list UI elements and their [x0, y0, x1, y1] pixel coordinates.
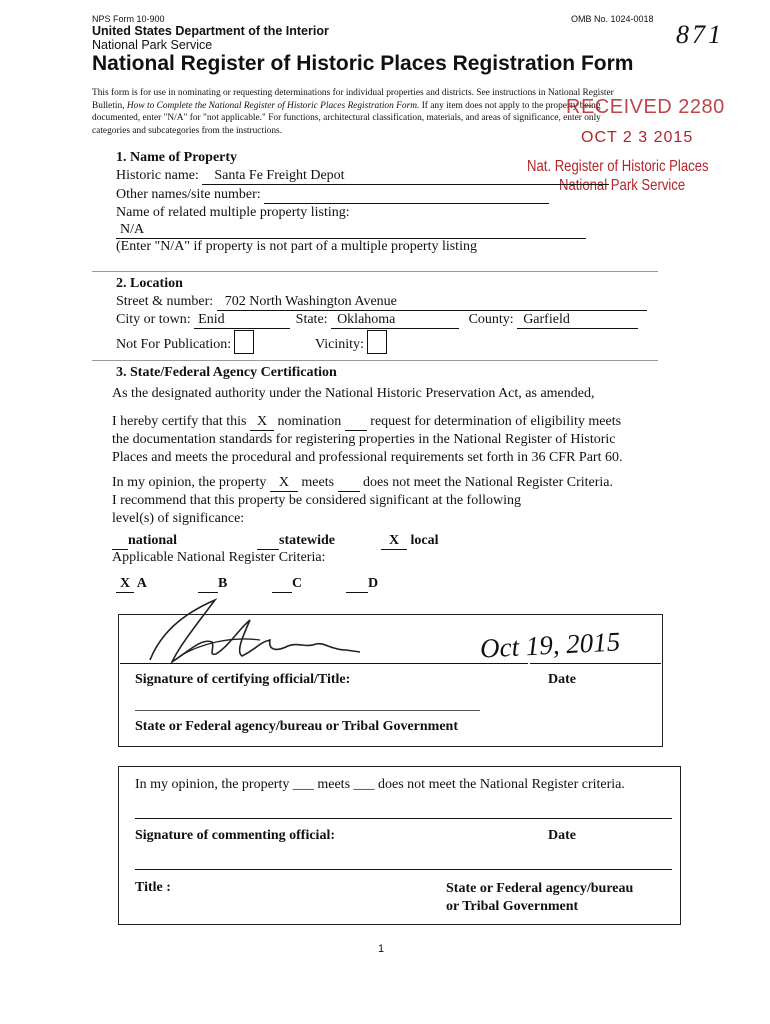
- criterion-c: C: [272, 576, 302, 593]
- date-line: [530, 663, 661, 664]
- historic-name-field[interactable]: Santa Fe Freight Depot: [202, 169, 609, 185]
- signature-date-handwritten: Oct 19, 2015: [479, 626, 621, 664]
- signature-line: [120, 663, 528, 664]
- section-3-heading: 3. State/Federal Agency Certification: [116, 365, 337, 380]
- commenting-title-label: Title :: [135, 880, 171, 895]
- commenting-title-line: [135, 869, 672, 870]
- related-listing-row: [116, 222, 586, 239]
- local-mark[interactable]: X: [381, 534, 407, 550]
- statewide-mark[interactable]: [257, 534, 279, 550]
- section-2-heading: 2. Location: [116, 276, 183, 291]
- related-listing-note: (Enter "N/A" if property is not part of a multiple property listing: [116, 239, 477, 254]
- criterion-d: D: [346, 576, 378, 593]
- agency-line-1: United States Department of the Interior: [92, 24, 329, 38]
- agency-line: [135, 710, 480, 711]
- certification-authority: As the designated authority under the National Historic Preservation Act, as amended,: [112, 386, 595, 401]
- commenting-agency-label: State or Federal agency/bureau or Tribal Government: [446, 881, 634, 914]
- related-listing-field[interactable]: N/A: [116, 223, 586, 239]
- vicinity-checkbox[interactable]: [367, 330, 387, 354]
- form-instructions: This form is for use in nominating or requesting determinations for individual properties and districts. See instructions in National Register Bulletin, How to Complete the National Register of Historic Places Registration Form. If any item does not apply to the property being documented, enter "N/A" for "not applicable." For functions, architectural classification, materials, and areas of significance, enter only categories and subcategories from the instructions.: [92, 88, 614, 136]
- level-local: X local: [381, 533, 439, 550]
- state-field[interactable]: Oklahoma: [331, 313, 459, 329]
- received-date-stamp: OCT 2 3 2015: [581, 129, 694, 146]
- handwritten-number: 871: [676, 20, 724, 49]
- certifying-agency-label: State or Federal agency/bureau or Tribal Government: [135, 719, 459, 734]
- signature-scribble: [120, 590, 380, 670]
- other-names-row: Other names/site number:: [116, 187, 549, 204]
- meets-mark[interactable]: X: [270, 476, 298, 492]
- page-number: 1: [378, 943, 385, 955]
- certifying-signature-label: Signature of certifying official/Title:: [135, 672, 351, 687]
- national-mark[interactable]: [112, 534, 128, 550]
- level-national: national: [112, 533, 177, 550]
- section-divider: [92, 360, 658, 361]
- vicinity-row: Vicinity:: [315, 330, 387, 354]
- related-listing-label: Name of related multiple property listing:: [116, 205, 350, 220]
- criteria-label: Applicable National Register Criteria:: [112, 550, 326, 565]
- commenting-date-label: Date: [548, 828, 576, 843]
- criterion-b: B: [198, 576, 227, 593]
- criterion-a-mark[interactable]: X: [116, 577, 134, 593]
- commenting-signature-line: [135, 818, 672, 819]
- park-service-stamp: National Park Service: [559, 177, 686, 194]
- not-for-publication-checkbox[interactable]: [234, 330, 254, 354]
- opinion-statement: In my opinion, the property X meets does not meet the National Register Criteria. I recommend that this property be considered significant at the following level(s) of significance:: [112, 475, 614, 526]
- commenting-signature-label: Signature of commenting official:: [135, 828, 335, 843]
- does-not-meet-mark[interactable]: [338, 476, 360, 492]
- commenting-opinion: In my opinion, the property ___ meets ___ does not meet the National Register criteria.: [135, 777, 625, 792]
- section-1-heading: 1. Name of Property: [116, 150, 238, 165]
- omb-number: OMB No. 1024-0018: [571, 14, 654, 24]
- not-for-publication-row: Not For Publication:: [116, 330, 254, 354]
- form-number: NPS Form 10-900: [92, 14, 165, 24]
- level-statewide: statewide: [257, 533, 335, 550]
- nat-register-stamp: Nat. Register of Historic Places: [527, 158, 709, 175]
- city-field[interactable]: Enid: [194, 313, 290, 329]
- nomination-mark[interactable]: X: [250, 415, 274, 431]
- other-names-field[interactable]: [264, 188, 549, 204]
- street-row: Street & number: 702 North Washington Avenue: [116, 294, 647, 311]
- historic-name-row: Historic name: Santa Fe Freight Depot: [116, 168, 609, 185]
- certification-statement: I hereby certify that this X nomination request for determination of eligibility meets the documentation standards for registering properties in the National Register of Historic Places and meets the procedural and professional requirements set forth in 36 CFR Part 60.: [112, 414, 623, 465]
- page-title: National Register of Historic Places Registration Form: [92, 52, 634, 75]
- city-state-county-row: City or town: Enid State: Oklahoma County: Garfield: [116, 312, 638, 329]
- street-field[interactable]: 702 North Washington Avenue: [217, 295, 647, 311]
- section-divider: [92, 271, 658, 272]
- criterion-a: X A: [116, 576, 147, 593]
- received-stamp: RECEIVED 2280: [566, 96, 725, 118]
- certifying-date-label: Date: [548, 672, 576, 687]
- county-field[interactable]: Garfield: [517, 313, 638, 329]
- request-mark[interactable]: [345, 415, 367, 431]
- agency-line-2: National Park Service: [92, 38, 213, 52]
